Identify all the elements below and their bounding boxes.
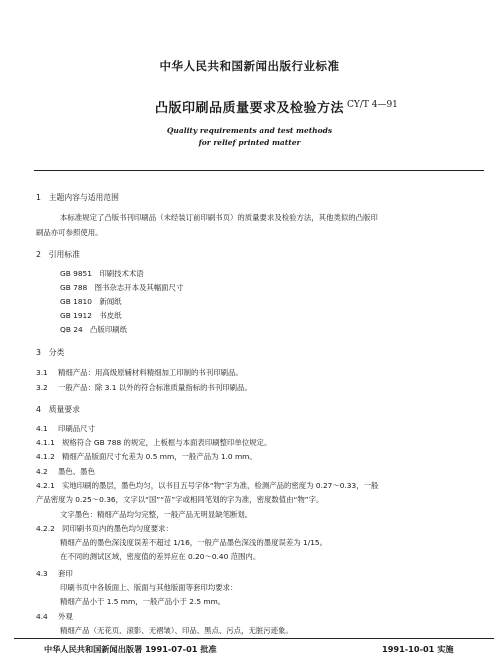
english-title-line-1: Quality requirements and test methods [166, 126, 333, 135]
reference-item: GB 9851 印刷技术术语 [60, 269, 144, 278]
clause-4-1-2 [36, 452, 257, 462]
section-3-heading: 3 分类 [36, 348, 65, 357]
section-1-paragraph-line-1: 本标准规定了凸版书刊印刷品（未经装订前印刷书页）的质量要求及检验方法，其他类似的凸版印 [60, 213, 378, 222]
section-1-heading: 1 主题内容与适用范围 [36, 193, 119, 202]
clause-4-1-1 [36, 438, 271, 448]
clause-number: 4.2 [36, 467, 48, 476]
clause-text: 外观 [58, 612, 73, 621]
clause-number: 4.2.2 [36, 524, 55, 533]
clause-4-2-2-line-2: 在不同的测试区域，密度值的差异应在 0.20～0.40 范围内。 [60, 552, 261, 561]
clause-number: 4.1.2 [36, 452, 55, 461]
approval-note: 中华人民共和国新闻出版署 1991-07-01 批准 [44, 644, 217, 654]
clause-number: 4.2.1 [36, 481, 55, 490]
clause-4-3 [36, 569, 73, 579]
clause-3-1 [36, 368, 243, 378]
clause-4-2-1-continued: 产品密度为 0.25～0.36，文字以“国”“苗”字或相同笔划的字为准，密度数值由“物”字。 [36, 495, 324, 504]
clause-text: 套印 [58, 569, 73, 578]
clause-text: 精细产品：用高级原辅材料精细加工印制的书刊印刷品。 [58, 368, 243, 377]
clause-text: 实地印刷的墨层，墨色均匀，以书目五号字体“物”字为准，检测产品的密度为 0.27～0.33，一般 [62, 481, 379, 490]
clause-4-2 [36, 467, 95, 477]
clause-4-2-1 [36, 481, 378, 491]
issuing-organization-title: 中华人民共和国新闻出版行业标准 [159, 59, 340, 73]
clause-text: 精细产品版面尺寸允差为 0.5 mm，一般产品为 1.0 mm。 [62, 452, 257, 461]
clause-text: 墨色、墨色 [58, 467, 95, 476]
clause-text: 规格符合 GB 788 的规定，上板框与本面表印刷整印单位规定。 [62, 438, 272, 447]
clause-3-2 [36, 383, 252, 393]
reference-item: QB 24 凸版印刷纸 [60, 325, 127, 334]
clause-number: 4.1.1 [36, 438, 55, 447]
document-title: 凸版印刷品质量要求及检验方法 [154, 101, 344, 116]
clause-number: 4.1 [36, 424, 48, 433]
clause-4-4 [36, 612, 73, 622]
section-4-heading: 4 质量要求 [36, 405, 80, 414]
clause-text: 印刷品尺寸 [58, 424, 95, 433]
clause-4-3-line-2: 精细产品小于 1.5 mm，一般产品小于 2.5 mm。 [60, 597, 226, 606]
clause-4-2-1-note: 文字墨色：精细产品均匀完整，一般产品无明显缺笔断划。 [60, 510, 253, 519]
clause-text: 同印刷书页内的墨色均匀度要求： [62, 524, 173, 533]
effective-date: 1991-10-01 实施 [382, 644, 454, 654]
clause-number: 4.4 [36, 612, 48, 621]
reference-item: GB 1912 书皮纸 [60, 311, 122, 320]
clause-4-3-line-1: 印刷书页中各版面上、版面与其他版面等套印均要求： [60, 583, 238, 592]
standard-code: CY/T 4—91 [347, 100, 398, 110]
clause-4-1 [36, 424, 95, 434]
clause-4-2-2 [36, 524, 173, 534]
header-divider [34, 170, 484, 171]
footer-divider [14, 638, 494, 639]
clause-number: 3.2 [36, 383, 48, 392]
reference-item: GB 788 图书杂志开本及其幅面尺寸 [60, 283, 184, 292]
clause-text: 一般产品：除 3.1 以外的符合标准质量指标的书刊印刷品。 [58, 383, 252, 392]
clause-4-4-line-1: 精细产品（无花页、滚影、无褶皱）、印品、黑点、污点，无脏污迹象。 [60, 626, 293, 635]
clause-number: 4.3 [36, 569, 48, 578]
section-2-heading: 2 引用标准 [36, 250, 80, 259]
clause-number: 3.1 [36, 368, 48, 377]
section-1-paragraph-line-2: 刷品亦可参照使用。 [36, 228, 103, 237]
reference-item: GB 1810 新闻纸 [60, 297, 122, 306]
english-title-line-2: for relief printed matter [198, 138, 301, 147]
clause-4-2-2-line-1: 精细产品的墨色深浅度误差不超过 1/16，一般产品墨色深浅的墨度误差为 1/15。 [60, 538, 328, 547]
